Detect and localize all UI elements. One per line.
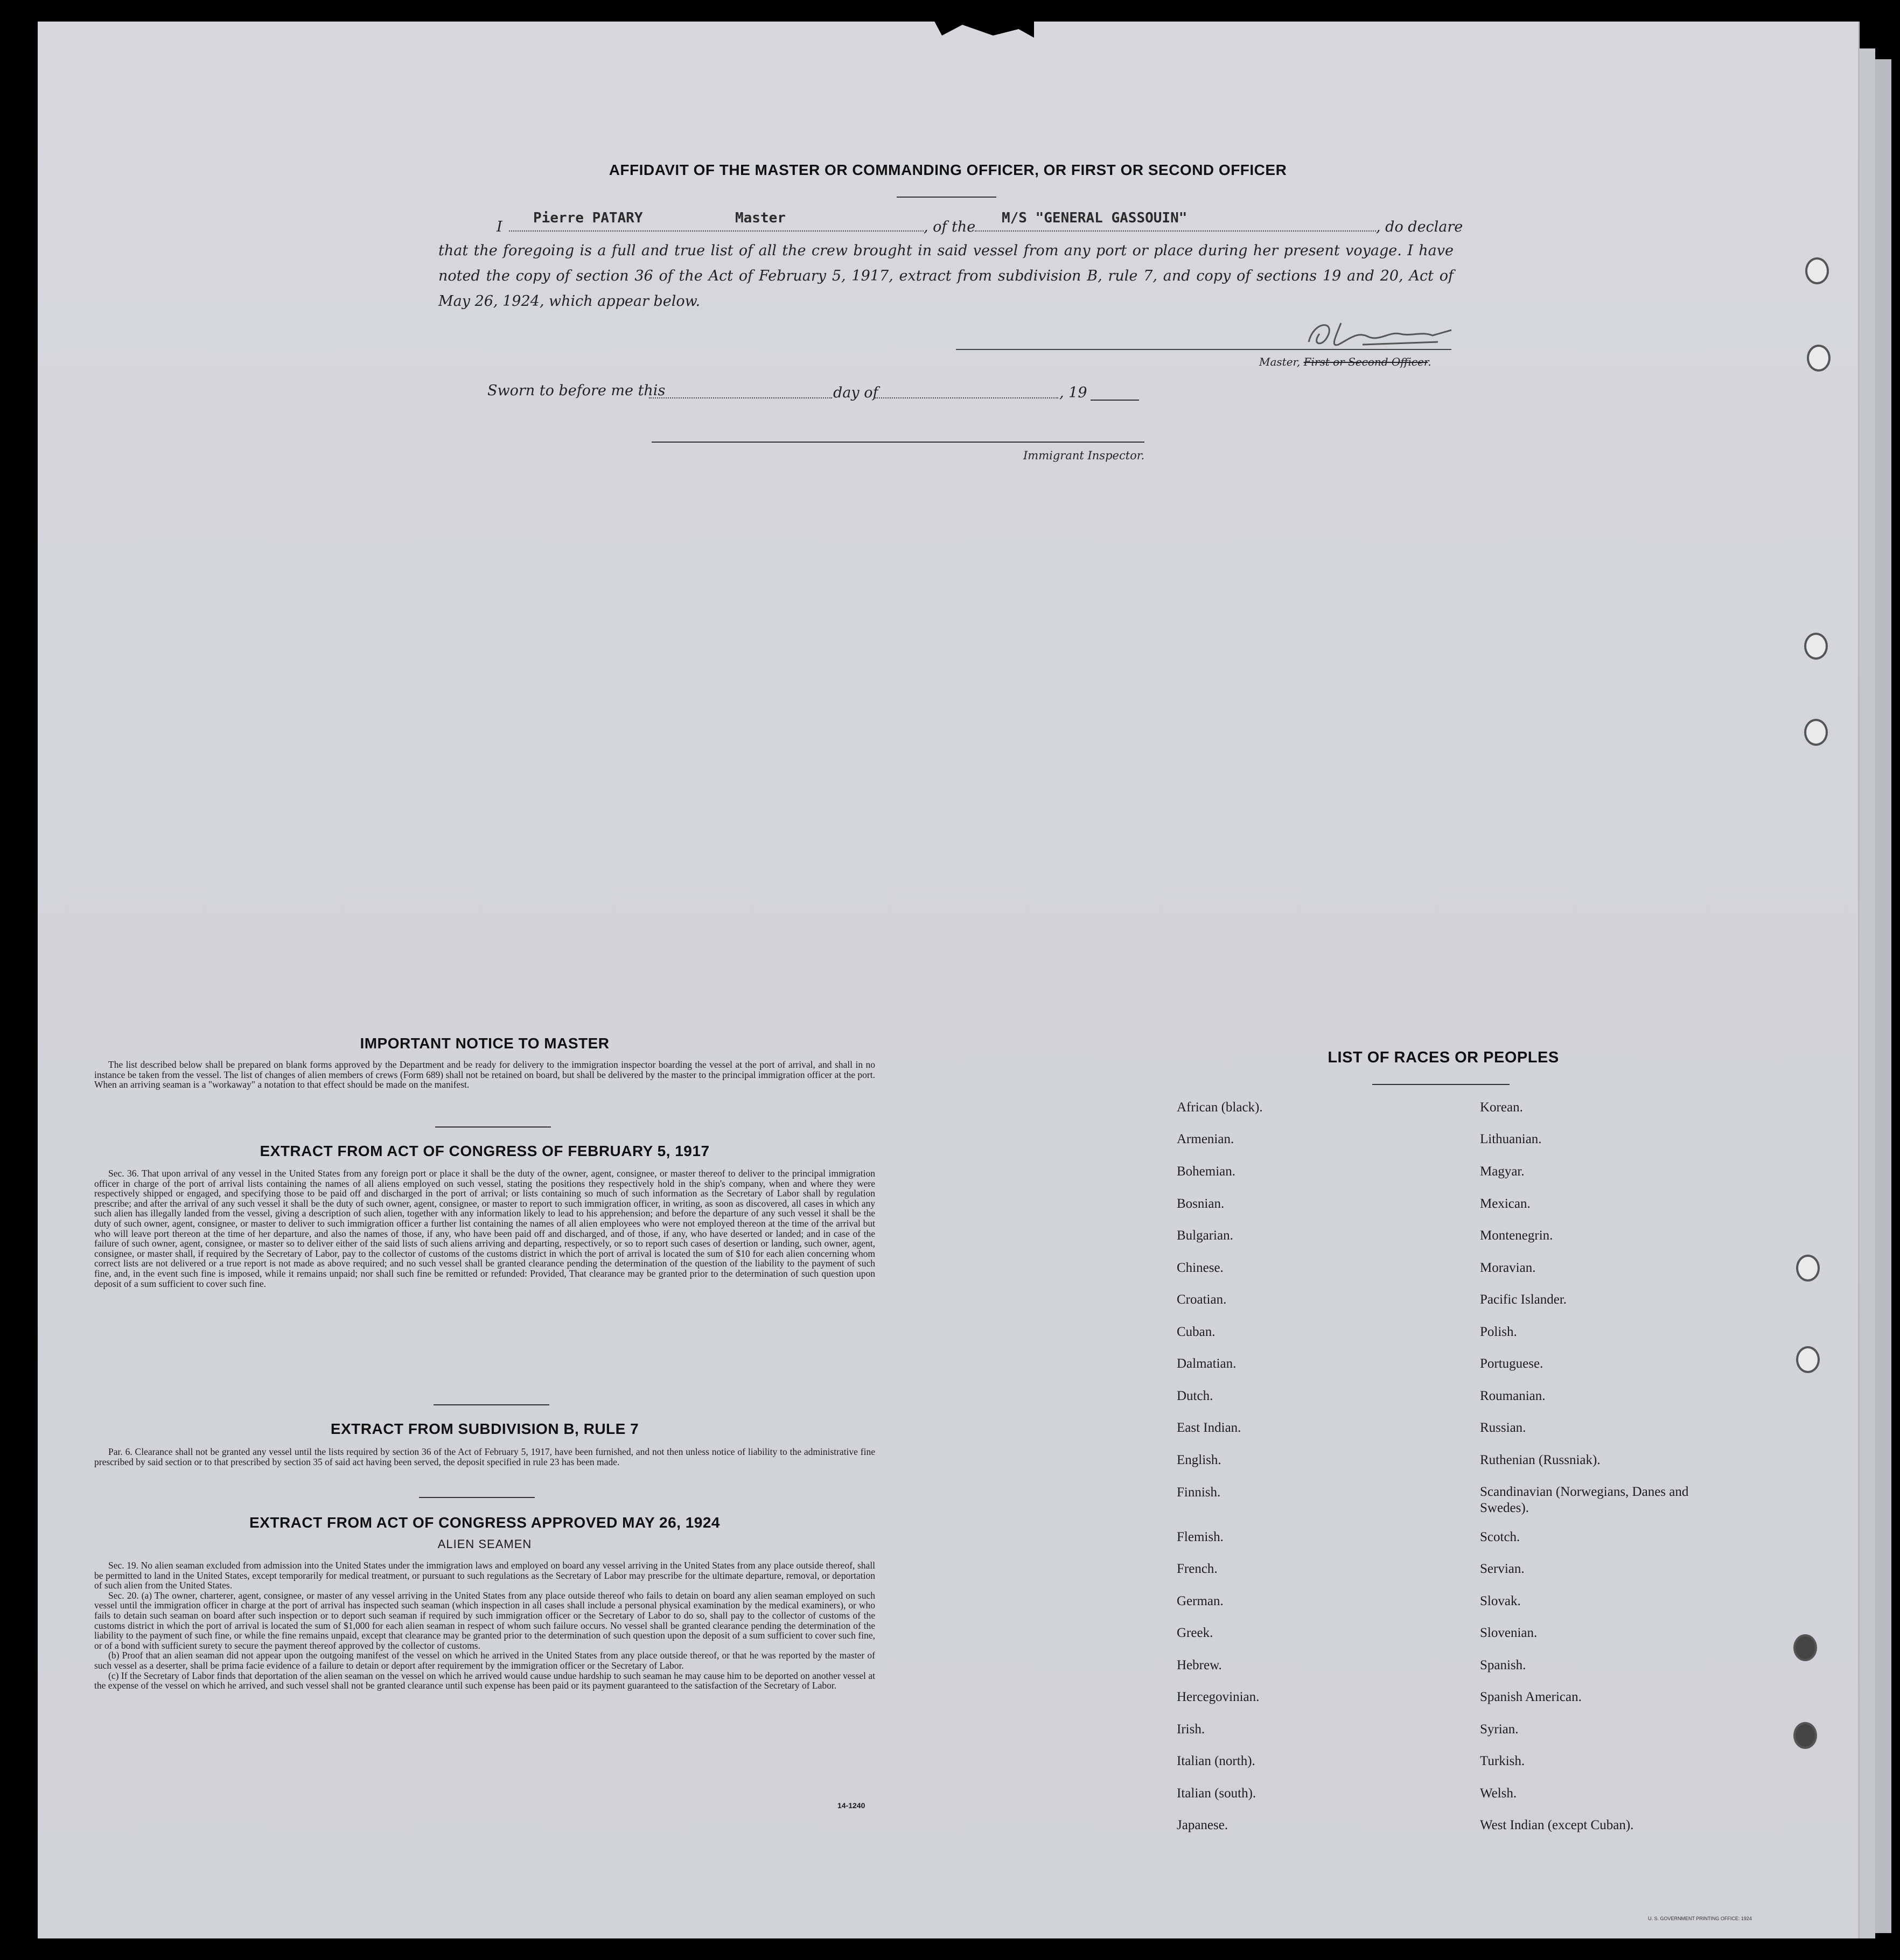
sec-20b-paragraph: (b) Proof that an alien seaman did not appear upon the outgoing manifest of the vessel on which he arrived in the United States from any place outside thereof, or that he was reported by the master of such vessel as a deserter, shall be prima facie evidence of a failure to detain or deport after requirement by the immigration officer or the Secretary of Labor. — [94, 1650, 875, 1671]
race-item: Italian (north). — [1177, 1754, 1255, 1768]
race-item: Lithuanian. — [1480, 1132, 1542, 1146]
race-item: Irish. — [1177, 1722, 1205, 1737]
race-item: Croatian. — [1177, 1292, 1227, 1307]
punch-hole-icon — [1805, 257, 1829, 284]
affidavit-body: that the foregoing is a full and true list of all the crew brought in said vessel from any port or place during her present voyage. I have noted the copy of section 36 of the Act of February 5, 1917, extract from subdivision B, rule 7, and copy of sections 19 and 20, Act of May 26, 1924, which appear below. — [438, 242, 1454, 310]
race-item: Spanish. — [1480, 1658, 1526, 1672]
master-rank: Master — [735, 210, 786, 226]
sworn-day-line — [649, 397, 832, 398]
race-item: Russian. — [1480, 1420, 1526, 1435]
race-item: Chinese. — [1177, 1261, 1224, 1275]
extract-rule7-title: EXTRACT FROM SUBDIVISION B, RULE 7 — [330, 1420, 639, 1437]
divider — [435, 1126, 551, 1128]
race-item: Finnish. — [1177, 1485, 1221, 1500]
extract-1924-text — [94, 1560, 875, 1691]
signature-icon — [1298, 315, 1459, 353]
punch-hole-icon — [1796, 1255, 1820, 1282]
divider — [419, 1497, 535, 1498]
race-item: Korean. — [1480, 1100, 1523, 1115]
race-item: Greek. — [1177, 1626, 1213, 1640]
sec-20a-paragraph: Sec. 20. (a) The owner, charterer, agent, consignee, or master of any vessel arriving in the United States from any place outside thereof who fails to detain on board any alien seaman employed on such vessel until the immigration officer in charge at the port of arrival has inspected such seaman (which inspection in all cases shall include a personal physical examination by the medical examiners), or who fails to detain such seaman on board after such inspection or to deport such seaman if required by such immigration officer or the Secretary of Labor to do so, shall pay to the collector of customs of the customs district in which the port of arrival is located the sum of $1,000 for each alien seaman in respect of whom such failure occurs. No vessel shall be granted clearance pending the determination of the liability to the payment of such fine, or while the fine remains unpaid, except that clearance may be granted prior to the determination of such question upon the deposit of a sum sufficient to cover such fine, or of a bond with sufficient surety to secure the payment thereof approved by the collector of customs. — [94, 1590, 875, 1651]
sworn-month-line — [875, 397, 1058, 398]
race-item: Polish. — [1480, 1325, 1517, 1339]
extract-1917-text: Sec. 36. That upon arrival of any vessel in the United States from any foreign port or place it shall be the duty of the owner, agent, consignee, or master thereof to deliver to the principal immigration officer in charge of the port of arrival lists containing the names of all aliens employed on such vessel, stating the positions they respectively hold in the ship's company, when and where they were respectively shipped or engaged, and specifying those to be paid off and discharged in the port of arrival; or lists containing so much of such information as the Secretary of Labor shall by regulation prescribe; and after the arrival of any such vessel it shall be the duty of such owner, agent, consignee, or master to report to such immigration officer, in writing, as soon as discovered, all cases in which any such alien has illegally landed from the vessel, giving a description of such alien, together with any information likely to lead to his apprehension; and before the departure of any such vessel it shall be the duty of such owner, agent, consignee, or master to deliver to such immigration officer a further list containing the names of all alien employees who were not employed thereon at the time of the arrival but who will leave port thereon at the time of her departure, and also the names of those, if any, who have been paid off and discharged, and of those, if any, who have deserted or landed; and in case of the failure of such owner, agent, consignee, or master so to deliver either of the said lists of such aliens arriving and departing, respectively, or so to report such cases of desertion or landing, such owner, agent, consignee, or master shall, if required by the Secretary of Labor, pay to the collector of customs of the customs district in which the port of arrival is located the sum of $10 for each alien concerning whom correct lists are not delivered or a true report is not made as above required; and no such vessel shall be granted clearance pending the determination of the question of the liability to the payment of such fine, and, in the event such fine is imposed, while it remains unpaid; nor shall such fine be remitted or refunded: Provided, That clearance may be granted prior to the determination of such question upon deposit of a sum sufficient to cover such fine. — [94, 1168, 875, 1289]
race-item: Turkish. — [1480, 1754, 1525, 1768]
punch-hole-icon — [1796, 1346, 1820, 1373]
race-item: African (black). — [1177, 1100, 1263, 1115]
punch-hole-icon — [1793, 1722, 1817, 1749]
printer-note: U. S. GOVERNMENT PRINTING OFFICE: 1924 — [1648, 1916, 1752, 1921]
race-item: West Indian (except Cuban). — [1480, 1818, 1634, 1832]
sworn-label: Sworn to before me this — [487, 382, 666, 399]
do-declare-label: , do declare — [1376, 219, 1463, 235]
race-item: Dutch. — [1177, 1389, 1213, 1403]
race-item: Pacific Islander. — [1480, 1292, 1567, 1307]
race-item: Slovenian. — [1480, 1626, 1538, 1640]
race-item: Flemish. — [1177, 1530, 1224, 1544]
race-item: Montenegrin. — [1480, 1228, 1553, 1243]
race-item: Servian. — [1480, 1562, 1525, 1576]
race-item: Bohemian. — [1177, 1164, 1236, 1179]
race-item: Dalmatian. — [1177, 1356, 1237, 1371]
race-item: Mexican. — [1480, 1196, 1531, 1211]
of-the-label: , of the — [924, 219, 976, 235]
race-item: French. — [1177, 1562, 1218, 1576]
day-of-label: day of — [833, 384, 878, 401]
punch-hole-icon — [1793, 1634, 1817, 1661]
race-item: Cuban. — [1177, 1325, 1216, 1339]
notice-text: The list described below shall be prepared on blank forms approved by the Department and be ready for delivery to the immigration inspector boarding the vessel at the port of arrival, and shall in no instance be taken from the vessel. The list of changes of alien members of crews (Form 689) shall not be retained on board, but shall be delivered by the master to the principal immigration officer at the port. When an arriving seaman is a "workaway" a notation to that effect should be made on the manifest. — [94, 1059, 875, 1090]
punch-hole-icon — [1807, 345, 1831, 372]
inspector-line — [652, 442, 1144, 443]
race-item: Hebrew. — [1177, 1658, 1222, 1672]
race-item: Scandinavian (Norwegians, Danes and Swedes). — [1480, 1485, 1689, 1515]
year-line — [1091, 400, 1139, 401]
race-item: Welsh. — [1480, 1786, 1517, 1801]
extract-rule7-text: Par. 6. Clearance shall not be granted any vessel until the lists required by section 36 of the Act of February 5, 1917, have been furnished, and not then unless notice of liability to the administrative fine prescribed by said section or to that prescribed by section 35 of said act having been served, the deposit specified in rule 23 has been made. — [94, 1446, 875, 1467]
race-item: Spanish American. — [1480, 1690, 1582, 1704]
races-title: LIST OF RACES OR PEOPLES — [1328, 1049, 1559, 1066]
sec-19-paragraph: Sec. 19. No alien seaman excluded from admission into the United States under the immigration laws and employed on board any vessel arriving in the United States from any place outside thereof, shall be permitted to land in the United States, except temporarily for medical treatment, or pursuant to such regulations as the Secretary of Labor may prescribe for the ultimate departure, removal, or deportation of such alien from the United States. — [94, 1560, 875, 1591]
race-item: Ruthenian (Russniak). — [1480, 1453, 1601, 1467]
race-item: Slovak. — [1480, 1594, 1521, 1608]
race-item: East Indian. — [1177, 1420, 1241, 1435]
punch-hole-icon — [1804, 633, 1828, 660]
race-item: Magyar. — [1480, 1164, 1525, 1179]
notice-title: IMPORTANT NOTICE TO MASTER — [360, 1035, 610, 1052]
race-item: Italian (south). — [1177, 1786, 1256, 1801]
race-item: German. — [1177, 1594, 1224, 1608]
name-line — [509, 230, 924, 232]
inspector-label: Immigrant Inspector. — [1023, 449, 1145, 462]
divider — [1372, 1084, 1510, 1085]
master-name: Pierre PATARY — [533, 210, 643, 226]
affidavit-title: AFFIDAVIT OF THE MASTER OR COMMANDING OFFICER, OR FIRST OR SECOND OFFICER — [609, 162, 1287, 178]
affidavit-i-label: I — [497, 219, 502, 235]
form-number: 14-1240 — [837, 1801, 865, 1810]
race-item: Scotch. — [1480, 1530, 1520, 1544]
divider — [897, 197, 996, 198]
extract-1924-title: EXTRACT FROM ACT OF CONGRESS APPROVED MAY 26, 1924 — [249, 1514, 720, 1531]
race-item: Armenian. — [1177, 1132, 1234, 1146]
race-item: Moravian. — [1480, 1261, 1536, 1275]
punch-hole-icon — [1804, 719, 1828, 746]
vessel-line — [975, 230, 1376, 232]
extract-1917-title: EXTRACT FROM ACT OF CONGRESS OF FEBRUARY 5, 1917 — [260, 1143, 710, 1159]
race-item: Bulgarian. — [1177, 1228, 1233, 1243]
divider — [434, 1404, 549, 1405]
signature-caption: Master, First or Second Officer. — [1259, 355, 1431, 368]
year-label: , 19 — [1059, 384, 1087, 401]
race-item: Bosnian. — [1177, 1196, 1225, 1211]
vessel-name: M/S "GENERAL GASSOUIN" — [1002, 210, 1188, 226]
race-item: English. — [1177, 1453, 1221, 1467]
sec-20c-paragraph: (c) If the Secretary of Labor finds that deportation of the alien seaman on the vessel on which he arrived would cause undue hardship to such seaman he may cause him to be deported on another vessel at the expense of the vessel on which he arrived, and such vessel shall not be granted clearance until such expense has been paid or its payment guaranteed to the satisfaction of the Secretary of Labor. — [94, 1670, 875, 1691]
race-item: Syrian. — [1480, 1722, 1519, 1737]
race-item: Roumanian. — [1480, 1389, 1546, 1403]
extract-1924-subtitle: ALIEN SEAMEN — [437, 1537, 532, 1551]
race-item: Portuguese. — [1480, 1356, 1543, 1371]
race-item: Hercegovinian. — [1177, 1690, 1260, 1704]
race-item: Japanese. — [1177, 1818, 1228, 1832]
